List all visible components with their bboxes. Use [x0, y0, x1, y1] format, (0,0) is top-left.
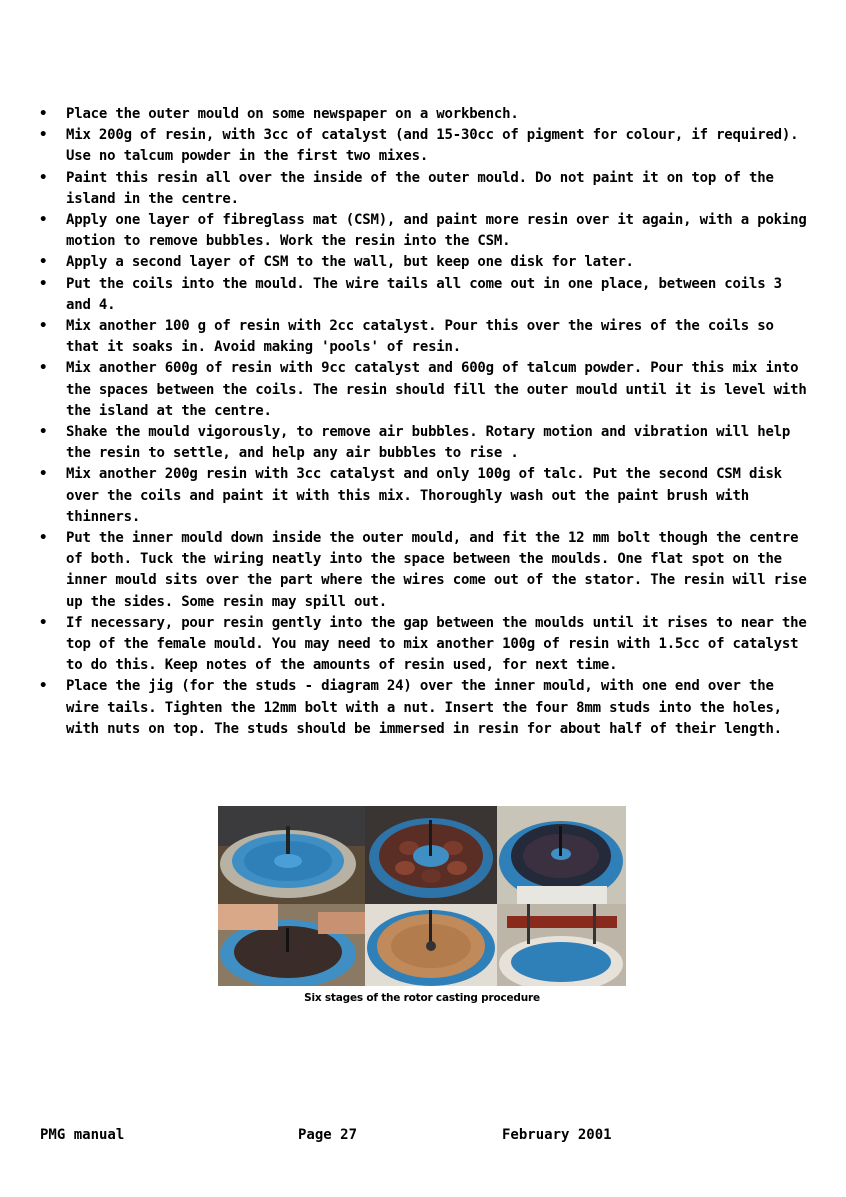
instruction-list: [36, 104, 814, 740]
photo-stage-6: [497, 904, 626, 986]
figure-caption: Six stages of the rotor casting procedure: [304, 992, 540, 1004]
list-item: • Mix another 200g resin with 3cc catalyst and only 100g of talc. Put the second CSM disk over the coils and paint it with this mix. Thoroughly wash out the paint brush with thinners.: [36, 464, 814, 528]
page-footer: [40, 1127, 640, 1147]
list-item: • Put the inner mould down inside the outer mould, and fit the 12 mm bolt though the centre of both. Tuck the wiring neatly into the space between the moulds. One flat spot on the inner mould sits over the part where the wires come out of the stator. The resin will rise up the sides. Some resin may spill out.: [36, 528, 814, 613]
list-item: • Mix another 600g of resin with 9cc catalyst and 600g of talcum powder. Pour this mix into the spaces between the coils. The resin should fill the outer mould until it is level with the island at the centre.: [36, 358, 814, 422]
photo-stage-2: [365, 806, 497, 904]
footer-page-number: Page 27: [298, 1127, 358, 1143]
rotor-casting-figure: [218, 806, 626, 1004]
list-item: • Place the outer mould on some newspaper on a workbench.: [36, 104, 814, 125]
list-item: • Apply a second layer of CSM to the wall, but keep one disk for later.: [36, 252, 814, 273]
photo-stage-4: [218, 904, 365, 986]
list-item: • Shake the mould vigorously, to remove air bubbles. Rotary motion and vibration will help the resin to settle, and help any air bubbles to rise .: [36, 422, 814, 464]
list-item: • Mix 200g of resin, with 3cc of catalyst (and 15-30cc of pigment for colour, if required). Use no talcum powder in the first two mixes.: [36, 125, 814, 167]
photo-grid: [218, 806, 626, 986]
photo-stage-5: [365, 904, 497, 986]
list-item: • If necessary, pour resin gently into the gap between the moulds until it rises to near the top of the female mould. You may need to mix another 100g of resin with 1.5cc of catalyst to do this. Keep notes of the amounts of resin used, for next time.: [36, 613, 814, 677]
list-item: • Apply one layer of fibreglass mat (CSM), and paint more resin over it again, with a poking motion to remove bubbles. Work the resin into the CSM.: [36, 210, 814, 252]
photo-stage-3: [497, 806, 626, 904]
list-item: • Put the coils into the mould. The wire tails all come out in one place, between coils 3 and 4.: [36, 274, 814, 316]
footer-manual-title: PMG manual: [40, 1127, 125, 1143]
footer-date: February 2001: [502, 1127, 612, 1143]
instructions-list-container: [36, 104, 814, 740]
list-item: • Mix another 100 g of resin with 2cc catalyst. Pour this over the wires of the coils so that it soaks in. Avoid making 'pools' of resin.: [36, 316, 814, 358]
list-item: • Place the jig (for the studs - diagram 24) over the inner mould, with one end over the wire tails. Tighten the 12mm bolt with a nut. Insert the four 8mm studs into the holes, with nuts on top. The studs should be immersed in resin for about half of their length.: [36, 676, 814, 740]
photo-stage-1: [218, 806, 365, 904]
list-item: • Paint this resin all over the inside of the outer mould. Do not paint it on top of the island in the centre.: [36, 168, 814, 210]
